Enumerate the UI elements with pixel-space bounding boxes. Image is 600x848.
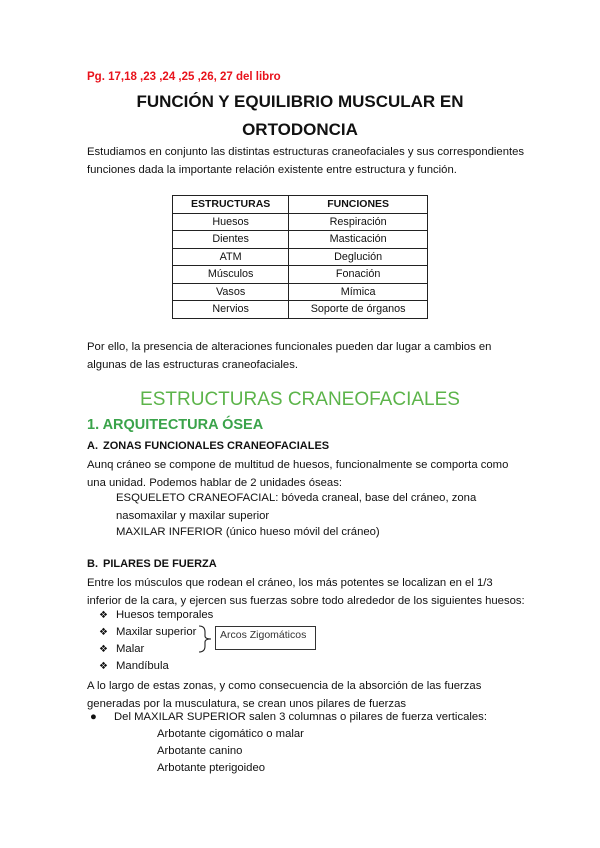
table-cell-function: Respiración xyxy=(289,213,428,231)
table-row xyxy=(173,266,428,284)
dot-list-item xyxy=(90,711,487,723)
heading-b-text: PILARES DE FUERZA xyxy=(103,558,217,570)
diamond-bullet-icon: ❖ xyxy=(99,627,108,638)
unit-lower-jaw: MAXILAR INFERIOR (único hueso móvil del cráneo) xyxy=(116,526,380,538)
heading-b-letter: B. xyxy=(87,558,98,570)
zygomatic-arches-box: Arcos Zigomáticos xyxy=(215,626,316,650)
table-cell-function: Deglución xyxy=(289,248,428,266)
section-b-paragraph: Entre los músculos que rodean el cráneo, los más potentes se localizan en el 1/3 inferior de la cara, y ejercen sus fuerzas sobre todo alrededor de los siguientes huesos: xyxy=(87,577,525,607)
intro-paragraph: Estudiamos en conjunto las distintas estructuras craneofaciales y sus correspondientes funciones dada la importante relación existente entre estructura y función. xyxy=(87,146,525,176)
diamond-bullet-icon: ❖ xyxy=(99,644,108,655)
list-item xyxy=(99,609,213,621)
table-cell-structure: Músculos xyxy=(173,266,289,284)
list-item-text: Huesos temporales xyxy=(116,609,214,621)
list-item-text: Mandíbula xyxy=(116,660,169,672)
table-cell-function: Fonación xyxy=(289,266,428,284)
table-row xyxy=(173,283,428,301)
table-cell-structure: Nervios xyxy=(173,301,289,319)
heading-a-letter: A. xyxy=(87,440,98,452)
table-cell-structure: Dientes xyxy=(173,231,289,249)
list-item xyxy=(99,643,144,655)
force-pillars-paragraph: A lo largo de estas zonas, y como consecuencia de la absorción de las fuerzas generadas por la musculatura, se crean unos pilares de fuerzas xyxy=(87,680,482,710)
table-row xyxy=(173,213,428,231)
list-item: Arbotante canino xyxy=(157,745,243,757)
section-title: ESTRUCTURAS CRANEOFACIALES xyxy=(140,389,460,410)
table-cell-structure: Vasos xyxy=(173,283,289,301)
table-header-structures: ESTRUCTURAS xyxy=(173,196,289,214)
diamond-bullet-icon: ❖ xyxy=(99,661,108,672)
heading-a xyxy=(87,440,329,452)
section-a-paragraph: Aunq cráneo se compone de multitud de huesos, funcionalmente se comporta como una unidad. Podemos hablar de 2 unidades óseas: xyxy=(87,459,509,489)
list-item-text: Malar xyxy=(116,643,145,655)
table-row xyxy=(173,231,428,249)
table-row xyxy=(173,248,428,266)
list-item: Arbotante cigomático o malar xyxy=(157,728,304,740)
list-item-text: Maxilar superior xyxy=(116,626,197,638)
dot-bullet-icon: ● xyxy=(90,711,97,723)
curly-brace-icon xyxy=(195,624,215,654)
table-cell-structure: ATM xyxy=(173,248,289,266)
conclusion-paragraph: Por ello, la presencia de alteraciones funcionales pueden dar lugar a cambios en algunas de las estructuras craneofaciales. xyxy=(87,341,492,371)
structures-functions-table xyxy=(172,195,428,319)
dot-list-item-text: Del MAXILAR SUPERIOR salen 3 columnas o pilares de fuerza verticales: xyxy=(114,711,487,723)
page-reference: Pg. 17,18 ,23 ,24 ,25 ,26, 27 del libro xyxy=(87,71,281,83)
table-header-row xyxy=(173,196,428,214)
document-title-line-2: ORTODONCIA xyxy=(242,120,358,139)
diamond-bullet-icon: ❖ xyxy=(99,610,108,621)
document-title-line-1: FUNCIÓN Y EQUILIBRIO MUSCULAR EN xyxy=(136,92,464,111)
table-cell-function: Soporte de órganos xyxy=(289,301,428,319)
list-item xyxy=(99,660,169,672)
table-row xyxy=(173,301,428,319)
table-header-functions: FUNCIONES xyxy=(289,196,428,214)
table-cell-function: Mímica xyxy=(289,283,428,301)
table-cell-structure: Huesos xyxy=(173,213,289,231)
unit-craniofacial-skeleton: ESQUELETO CRANEOFACIAL: bóveda craneal, base del cráneo, zona nasomaxilar y maxilar superior xyxy=(116,492,477,522)
heading-a-text: ZONAS FUNCIONALES CRANEOFACIALES xyxy=(103,440,330,452)
list-item: Arbotante pterigoideo xyxy=(157,762,266,774)
table-cell-function: Masticación xyxy=(289,231,428,249)
heading-b xyxy=(87,558,217,570)
list-item xyxy=(99,626,196,638)
subsection-title: 1. ARQUITECTURA ÓSEA xyxy=(87,417,264,433)
